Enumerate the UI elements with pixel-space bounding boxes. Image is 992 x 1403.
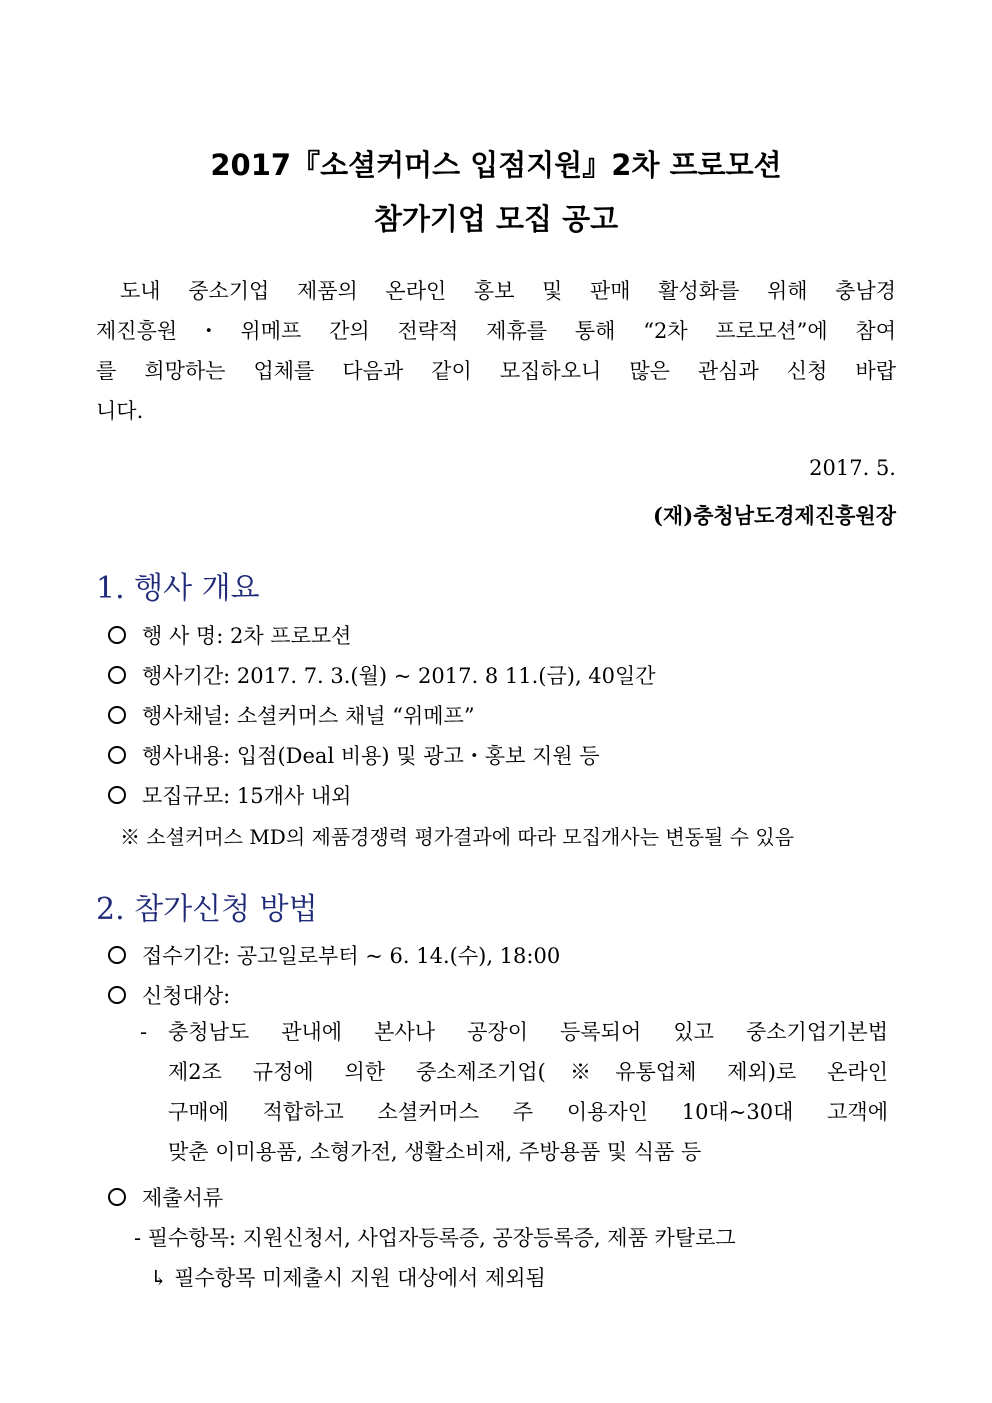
list-item: 모집규모: 15개사 내외 [108, 780, 351, 810]
circle-bullet-icon [108, 1188, 126, 1206]
section-heading-application: 2. 참가신청 방법 [96, 892, 318, 927]
circle-bullet-icon [108, 706, 126, 724]
recruitment-note: ※ 소셜커머스 MD의 제품경쟁력 평가결과에 따라 모집개사는 변동될 수 있음 [120, 825, 795, 849]
intro-line: 도내 중소기업 제품의 온라인 홍보 및 판매 활성화를 위해 충남경 [120, 279, 896, 303]
list-item: 신청대상: [108, 980, 230, 1010]
target-description [168, 1012, 888, 1172]
page-title: 2017『소셜커머스 입점지원』2차 프로모션 [210, 148, 782, 182]
intro-line: 니다. [96, 399, 144, 423]
circle-bullet-icon [108, 746, 126, 764]
intro-paragraph [96, 271, 896, 431]
required-docs: - 필수항목: 지원신청서, 사업자등록증, 공장등록증, 제품 카탈로그 [134, 1226, 736, 1250]
target-line: 구매에 적합하고 소셜커머스 주 이용자인 10대~30대 고객에 [168, 1100, 888, 1124]
circle-bullet-icon [108, 946, 126, 964]
circle-bullet-icon [108, 986, 126, 1004]
issue-date: 2017. 5. [809, 456, 896, 480]
required-docs-note: ↳ 필수항목 미제출시 지원 대상에서 제외됨 [150, 1266, 546, 1290]
page-subtitle: 참가기업 모집 공고 [373, 202, 619, 236]
dash-marker: - [140, 1020, 148, 1044]
list-item: 행사채널: 소셜커머스 채널 “위메프” [108, 700, 475, 730]
list-item: 행사기간: 2017. 7. 3.(월) ~ 2017. 8 11.(금), 40일간 [108, 660, 656, 690]
intro-line: 제진흥원・위메프 간의 전략적 제휴를 통해 “2차 프로모션”에 참여 [96, 319, 896, 343]
circle-bullet-icon [108, 626, 126, 644]
target-line: 충청남도 관내에 본사나 공장이 등록되어 있고 중소기업기본법 [168, 1020, 888, 1044]
list-item: 행 사 명: 2차 프로모션 [108, 620, 351, 650]
circle-bullet-icon [108, 666, 126, 684]
list-item: 제출서류 [108, 1182, 223, 1212]
intro-line: 를 희망하는 업체를 다음과 같이 모집하오니 많은 관심과 신청 바랍 [96, 359, 896, 383]
circle-bullet-icon [108, 786, 126, 804]
target-line: 맞춘 이미용품, 소형가전, 생활소비재, 주방용품 및 식품 등 [168, 1140, 702, 1164]
list-item: 접수기간: 공고일로부터 ~ 6. 14.(수), 18:00 [108, 940, 560, 970]
list-item: 행사내용: 입점(Deal 비용) 및 광고・홍보 지원 등 [108, 740, 600, 770]
target-line: 제2조 규정에 의한 중소제조기업(※유통업체 제외)로 온라인 [168, 1060, 888, 1084]
section-heading-overview: 1. 행사 개요 [96, 571, 260, 606]
issuer-org: (재)충청남도경제진흥원장 [652, 503, 896, 528]
